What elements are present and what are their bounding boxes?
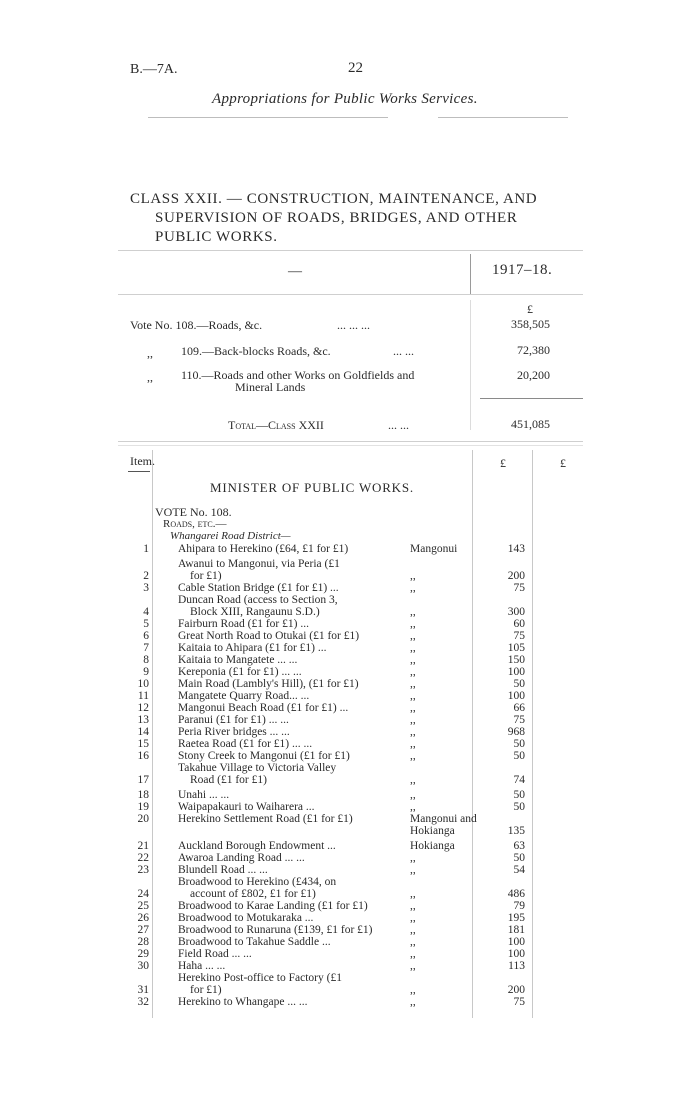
item-description: Unahi ... ... xyxy=(178,789,230,801)
item-number: 19 xyxy=(137,801,149,813)
item-description: Peria River bridges ... ... xyxy=(178,726,290,738)
table-row xyxy=(130,702,530,714)
item-district: ,, xyxy=(410,924,416,936)
item-description: Herekino to Whangape ... ... xyxy=(178,996,308,1008)
item-amount: 968 xyxy=(507,726,525,738)
summary-currency-symbol: £ xyxy=(527,302,533,316)
item-description: Mangonui Beach Road (£1 for £1) ... xyxy=(178,702,349,714)
class-title-line-2: SUPERVISION OF ROADS, BRIDGES, AND OTHER xyxy=(155,210,518,226)
summary-row-value: 20,200 xyxy=(517,368,550,382)
table-row xyxy=(130,948,530,960)
table-row xyxy=(130,642,530,654)
item-number: 31 xyxy=(137,984,149,996)
item-district: ,, xyxy=(410,630,416,642)
item-amount: 200 xyxy=(507,984,525,996)
roads-heading: Roads, etc.— xyxy=(163,518,227,530)
item-description-continued: for £1) xyxy=(190,984,222,996)
item-amount: 150 xyxy=(507,654,525,666)
item-description: Herekino Settlement Road (£1 for £1) xyxy=(178,813,353,825)
class-title-line-3: PUBLIC WORKS. xyxy=(155,229,278,245)
summary-row-label: Vote No. 108.—Roads, &c. xyxy=(130,318,263,332)
item-description: Broadwood to Herekino (£434, on xyxy=(178,876,337,888)
table-row xyxy=(130,840,530,852)
item-number: 5 xyxy=(143,618,149,630)
item-description: Mangatete Quarry Road... ... xyxy=(178,690,310,702)
table-row xyxy=(130,666,530,678)
item-district: ,, xyxy=(410,702,416,714)
item-amount: 75 xyxy=(513,582,525,594)
item-description: Ahipara to Herekino (£64, £1 for £1) xyxy=(178,543,349,555)
item-number: 18 xyxy=(137,789,149,801)
item-district: ,, xyxy=(410,888,416,900)
item-description: Broadwood to Karae Landing (£1 for £1) xyxy=(178,900,368,912)
item-amount: 113 xyxy=(508,960,525,972)
item-number: 12 xyxy=(137,702,149,714)
item-number: 14 xyxy=(137,726,149,738)
item-description: Broadwood to Takahue Saddle ... xyxy=(178,936,331,948)
item-district: ,, xyxy=(410,852,416,864)
item-number: 7 xyxy=(143,642,149,654)
district-heading: Whangarei Road District— xyxy=(170,530,291,542)
item-district: ,, xyxy=(410,936,416,948)
item-district: ,, xyxy=(410,606,416,618)
item-district: ,, xyxy=(410,618,416,630)
class-title xyxy=(130,190,585,247)
item-number: 2 xyxy=(143,570,149,582)
item-number: 24 xyxy=(137,888,149,900)
table-row xyxy=(130,936,530,948)
item-district: ,, xyxy=(410,774,416,786)
item-header-underline xyxy=(128,471,150,472)
item-district: ,, xyxy=(410,996,416,1008)
table-row xyxy=(130,996,530,1008)
item-district: ,, xyxy=(410,642,416,654)
item-number: 13 xyxy=(137,714,149,726)
item-description: Main Road (Lambly's Hill), (£1 for £1) xyxy=(178,678,359,690)
item-district-continued: Hokianga xyxy=(410,825,455,837)
table-row xyxy=(130,726,530,738)
item-amount: 60 xyxy=(513,618,525,630)
item-number: 10 xyxy=(137,678,149,690)
item-description: Great North Road to Otukai (£1 for £1) xyxy=(178,630,360,642)
minister-heading: MINISTER OF PUBLIC WORKS. xyxy=(210,480,414,495)
summary-total-dots: ... ... xyxy=(388,418,409,432)
item-description-continued: account of £802, £1 for £1) xyxy=(190,888,316,900)
table-row xyxy=(130,714,530,726)
item-district: ,, xyxy=(410,690,416,702)
item-district: Mangonui xyxy=(410,543,458,555)
item-number: 25 xyxy=(137,900,149,912)
summary-total-label: Total—Class XXII xyxy=(228,418,324,432)
item-district: Hokianga xyxy=(410,840,455,852)
summary-row-ditto: ,, xyxy=(147,370,153,384)
item-district: ,, xyxy=(410,570,416,582)
table-row xyxy=(130,789,530,801)
table-row xyxy=(130,900,530,912)
item-column-header: Item. xyxy=(130,454,155,468)
item-amount: 195 xyxy=(507,912,525,924)
summary-row-value: 72,380 xyxy=(517,343,550,357)
table-row xyxy=(130,654,530,666)
item-description: Blundell Road ... ... xyxy=(178,864,268,876)
item-amount: 50 xyxy=(513,738,525,750)
item-amount: 75 xyxy=(513,630,525,642)
table-row xyxy=(130,801,530,813)
summary-row-label: 109.—Back-blocks Roads, &c. xyxy=(181,344,331,358)
table-row xyxy=(130,924,530,936)
item-description: Cable Station Bridge (£1 for £1) ... xyxy=(178,582,339,594)
item-amount: 66 xyxy=(513,702,525,714)
item-district: ,, xyxy=(410,666,416,678)
item-amount: 105 xyxy=(507,642,525,654)
item-description: Kereponia (£1 for £1) ... ... xyxy=(178,666,302,678)
item-district: ,, xyxy=(410,714,416,726)
item-description: Duncan Road (access to Section 3, xyxy=(178,594,338,606)
item-number: 3 xyxy=(143,582,149,594)
table-row xyxy=(130,960,530,972)
item-description: Haha ... ... xyxy=(178,960,226,972)
item-description: Awaroa Landing Road ... ... xyxy=(178,852,305,864)
item-amount: 79 xyxy=(513,900,525,912)
item-district: ,, xyxy=(410,750,416,762)
table-row xyxy=(130,750,530,762)
summary-row-ditto: ,, xyxy=(147,346,153,360)
item-amount: 300 xyxy=(507,606,525,618)
table-row xyxy=(130,582,530,594)
header-divider-right xyxy=(438,117,568,118)
item-description-continued: for £1) xyxy=(190,570,222,582)
summary-row-label: 110.—Roads and other Works on Goldfields and xyxy=(181,368,415,382)
item-amount: 50 xyxy=(513,801,525,813)
item-district: ,, xyxy=(410,678,416,690)
item-district: Mangonui and xyxy=(410,813,477,825)
table-row xyxy=(130,618,530,630)
item-district: ,, xyxy=(410,582,416,594)
item-description: Broadwood to Motukaraka ... xyxy=(178,912,314,924)
item-amount: 50 xyxy=(513,678,525,690)
item-district: ,, xyxy=(410,984,416,996)
summary-value-divider xyxy=(470,300,471,430)
item-description-continued: Road (£1 for £1) xyxy=(190,774,267,786)
summary-row-dots: ... ... ... xyxy=(337,318,370,332)
summary-column-divider xyxy=(470,254,471,294)
class-title-line-1: CLASS XXII. — CONSTRUCTION, MAINTENANCE, AND xyxy=(130,191,538,207)
item-number: 8 xyxy=(143,654,149,666)
summary-total-value: 451,085 xyxy=(511,417,550,431)
item-amount: 135 xyxy=(507,825,525,837)
summary-row-label-continued: Mineral Lands xyxy=(235,380,306,394)
item-number: 28 xyxy=(137,936,149,948)
table-row xyxy=(130,543,530,555)
summary-row-dots: ... ... xyxy=(393,344,414,358)
item-amount: 50 xyxy=(513,789,525,801)
item-description: Field Road ... ... xyxy=(178,948,252,960)
item-description: Takahue Village to Victoria Valley xyxy=(178,762,337,774)
item-district: ,, xyxy=(410,789,416,801)
item-description: Herekino Post-office to Factory (£1 xyxy=(178,972,342,984)
item-amount: 54 xyxy=(513,864,525,876)
item-number: 11 xyxy=(137,690,149,702)
detail-top-rule xyxy=(118,441,583,442)
table-row xyxy=(130,864,530,876)
document-reference: B.—7A. xyxy=(130,62,178,77)
table-row xyxy=(130,738,530,750)
table-row xyxy=(130,912,530,924)
detail-top-rule-2 xyxy=(118,445,583,446)
item-description: Paranui (£1 for £1) ... ... xyxy=(178,714,289,726)
item-district: ,, xyxy=(410,960,416,972)
item-amount: 143 xyxy=(507,543,525,555)
summary-header-rule xyxy=(118,294,583,295)
item-district: ,, xyxy=(410,726,416,738)
item-amount: 74 xyxy=(513,774,525,786)
item-amount: 50 xyxy=(513,750,525,762)
item-amount: 200 xyxy=(507,570,525,582)
item-number: 4 xyxy=(143,606,149,618)
item-number: 27 xyxy=(137,924,149,936)
item-amount: 100 xyxy=(507,948,525,960)
item-amount: 100 xyxy=(507,936,525,948)
item-description: Fairburn Road (£1 for £1) ... xyxy=(178,618,309,630)
item-description: Kaitaia to Mangatete ... ... xyxy=(178,654,298,666)
item-description: Broadwood to Runaruna (£139, £1 for £1) xyxy=(178,924,373,936)
vote-heading: VOTE No. 108. xyxy=(155,505,232,519)
item-description: Raetea Road (£1 for £1) ... ... xyxy=(178,738,313,750)
item-number: 29 xyxy=(137,948,149,960)
item-description: Kaitaia to Ahipara (£1 for £1) ... xyxy=(178,642,327,654)
item-district: ,, xyxy=(410,900,416,912)
table-row xyxy=(130,630,530,642)
item-amount: 63 xyxy=(513,840,525,852)
item-description-continued: Block XIII, Rangaunu S.D.) xyxy=(190,606,320,618)
page-title: Appropriations for Public Works Services. xyxy=(212,91,478,107)
item-amount: 100 xyxy=(507,666,525,678)
item-district: ,, xyxy=(410,738,416,750)
item-description: Auckland Borough Endowment ... xyxy=(178,840,336,852)
item-amount: 75 xyxy=(513,996,525,1008)
summary-description-header: — xyxy=(288,264,302,279)
item-amount: 75 xyxy=(513,714,525,726)
item-number: 22 xyxy=(137,852,149,864)
summary-total-rule xyxy=(480,398,583,399)
header-divider-left xyxy=(148,117,388,118)
item-number: 9 xyxy=(143,666,149,678)
summary-row-value: 358,505 xyxy=(511,317,550,331)
item-number: 17 xyxy=(137,774,149,786)
item-district: ,, xyxy=(410,912,416,924)
item-description: Stony Creek to Mangonui (£1 for £1) xyxy=(178,750,350,762)
total-column-divider xyxy=(532,450,533,1018)
item-number: 26 xyxy=(137,912,149,924)
item-district: ,, xyxy=(410,864,416,876)
page-number: 22 xyxy=(348,60,363,76)
item-amount: 181 xyxy=(507,924,525,936)
item-number: 32 xyxy=(137,996,149,1008)
item-amount: 50 xyxy=(513,852,525,864)
item-district: ,, xyxy=(410,654,416,666)
table-row xyxy=(130,852,530,864)
item-description: Awanui to Mangonui, via Peria (£1 xyxy=(178,558,340,570)
item-description: Waipapakauri to Waiharera ... xyxy=(178,801,315,813)
summary-year-header: 1917–18. xyxy=(492,262,553,278)
item-district: ,, xyxy=(410,948,416,960)
item-district: ,, xyxy=(410,801,416,813)
item-amount: 486 xyxy=(507,888,525,900)
total-column-currency: £ xyxy=(560,456,566,470)
item-amount: 100 xyxy=(507,690,525,702)
item-number: 30 xyxy=(137,960,149,972)
item-number: 16 xyxy=(137,750,149,762)
item-number: 15 xyxy=(137,738,149,750)
item-number: 1 xyxy=(143,543,149,555)
item-number: 20 xyxy=(137,813,149,825)
table-row xyxy=(130,690,530,702)
summary-top-rule xyxy=(118,250,583,251)
item-number: 6 xyxy=(143,630,149,642)
table-row xyxy=(130,678,530,690)
item-number: 21 xyxy=(137,840,149,852)
item-number: 23 xyxy=(137,864,149,876)
amount-column-currency: £ xyxy=(500,456,506,470)
